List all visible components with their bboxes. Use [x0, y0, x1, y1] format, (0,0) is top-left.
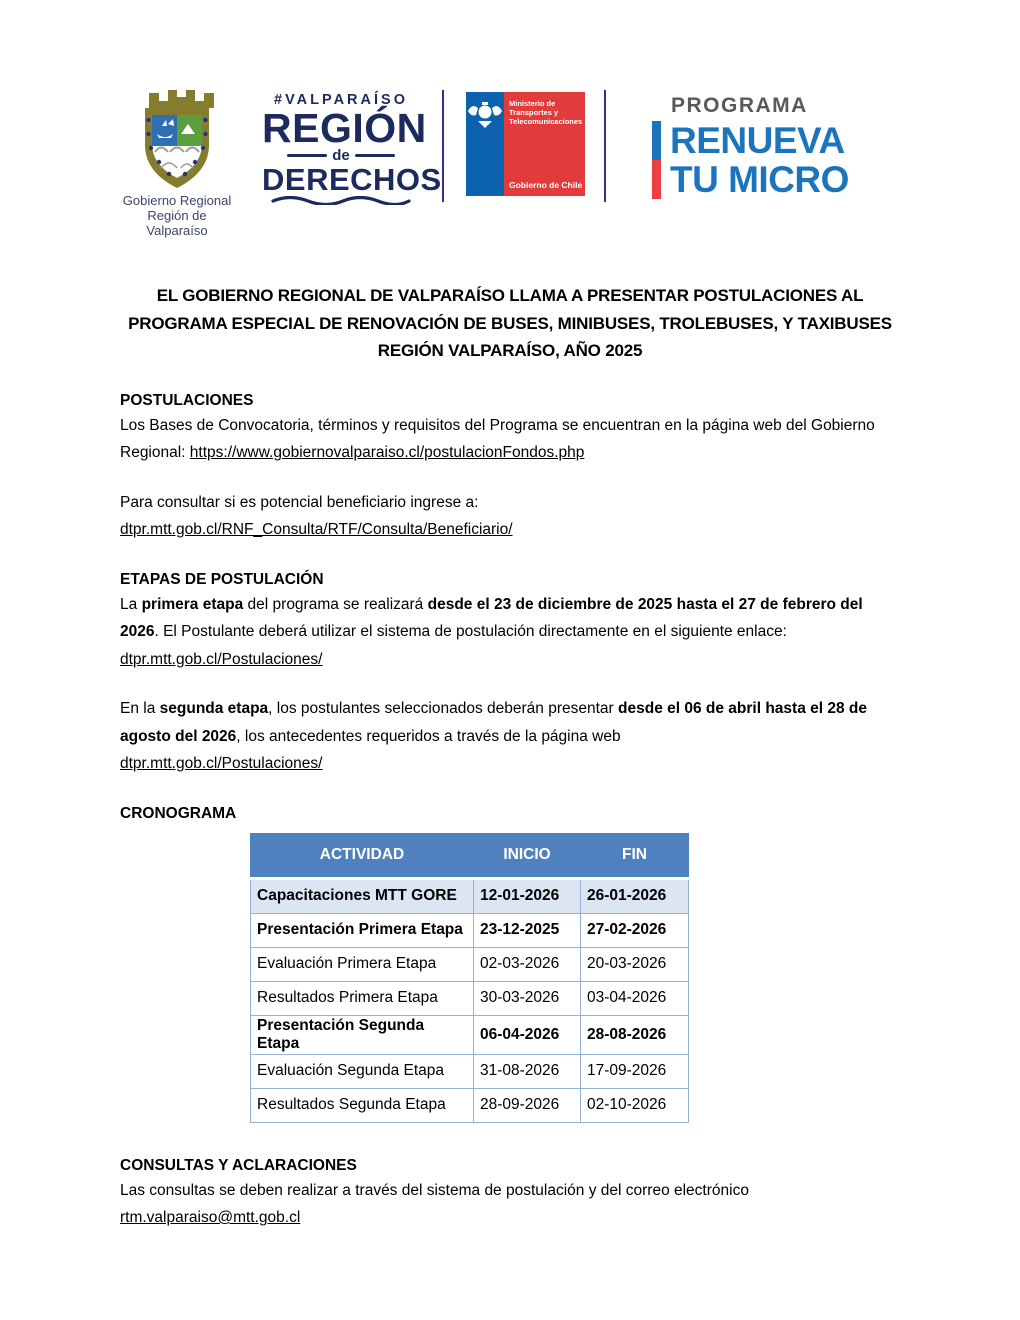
programa-main	[652, 121, 849, 199]
rdd-rule-left	[287, 154, 327, 158]
table-row	[251, 1054, 689, 1088]
cronograma-table	[250, 833, 689, 1123]
postulaciones-paragraph	[120, 412, 900, 467]
table-row	[251, 913, 689, 947]
beneficiario-consulta-link[interactable]: dtpr.mtt.gob.cl/RNF_Consulta/RTF/Consulta/Beneficiario/	[120, 521, 513, 538]
etapa1-bold-2: desde el 23 de diciembre de 2025 hasta el 27 de febrero del 2026	[120, 595, 863, 640]
beneficiario-text: Para consultar si es potencial beneficiario ingrese a:	[120, 493, 479, 511]
cell-inicio: 28-09-2026	[474, 1088, 581, 1122]
table-row	[251, 1015, 689, 1054]
gore-caption-line1: Gobierno Regional	[122, 193, 232, 208]
etapa2-text-2: , los postulantes seleccionados deberán presentar	[268, 700, 619, 717]
column-header-inicio: INICIO	[474, 833, 581, 878]
table-row	[251, 1088, 689, 1122]
chile-emblem-panel	[466, 92, 504, 196]
cell-actividad: Presentación Primera Etapa	[251, 913, 474, 947]
cell-actividad: Evaluación Primera Etapa	[251, 947, 474, 981]
postulaciones-intro-text: Los Bases de Convocatoria, términos y requisitos del Programa se encuentran en la página web del Gobierno Regional:	[120, 416, 875, 461]
programa-renueva-tu-micro-logo	[652, 94, 849, 199]
gobierno-de-chile-text: Gobierno de Chile	[509, 180, 583, 190]
etapa1-text-3: . El Postulante deberá utilizar el sistema de postulación directamente en el siguiente enlace:	[154, 623, 787, 640]
cell-fin: 17-09-2026	[581, 1054, 689, 1088]
cell-inicio: 06-04-2026	[474, 1015, 581, 1054]
cell-fin: 28-08-2026	[581, 1015, 689, 1054]
consultas-email-link[interactable]: rtm.valparaiso@mtt.gob.cl	[120, 1209, 301, 1226]
heading-consultas: CONSULTAS Y ACLARACIONES	[120, 1156, 357, 1174]
table-row	[251, 947, 689, 981]
cell-fin: 03-04-2026	[581, 981, 689, 1015]
title-line1: EL GOBIERNO REGIONAL DE VALPARAÍSO LLAMA A PRESENTAR POSTULACIONES AL	[156, 286, 864, 305]
table-header-row	[251, 833, 689, 878]
cell-inicio: 30-03-2026	[474, 981, 581, 1015]
programa-bar-icon	[652, 121, 661, 199]
consultas-paragraph	[120, 1177, 900, 1232]
cell-inicio: 02-03-2026	[474, 947, 581, 981]
ministerio-transportes-gobierno-chile-logo	[466, 92, 582, 196]
cell-inicio: 12-01-2026	[474, 878, 581, 913]
cell-actividad: Evaluación Segunda Etapa	[251, 1054, 474, 1088]
etapa2-bold-1: segunda etapa	[159, 700, 269, 717]
cell-fin: 26-01-2026	[581, 878, 689, 913]
heading-cronograma: CRONOGRAMA	[120, 804, 237, 822]
gore-caption-line2: Región de Valparaíso	[146, 208, 208, 238]
mtt-ministry-line3: Telecomunicaciones	[509, 117, 583, 126]
mtt-ministry-line1: Ministerio de	[509, 99, 556, 108]
title-line2: PROGRAMA ESPECIAL DE RENOVACIÓN DE BUSES, MINIBUSES, TROLEBUSES, Y TAXIBUSES	[128, 313, 892, 333]
rdd-region-text: REGIÓN	[262, 105, 427, 151]
cell-actividad: Presentación Segunda Etapa	[251, 1015, 474, 1054]
etapa2-postulaciones-link[interactable]: dtpr.mtt.gob.cl/Postulaciones/	[120, 755, 323, 772]
cell-actividad: Resultados Segunda Etapa	[251, 1088, 474, 1122]
etapa2-bold-2: desde el 06 de abril hasta el 28 de agosto del 2026	[120, 700, 867, 745]
document-title	[120, 282, 900, 365]
etapa1-text-2: del programa se realizará	[243, 595, 428, 613]
cell-fin: 27-02-2026	[581, 913, 689, 947]
table-row	[251, 981, 689, 1015]
rdd-de-text: de	[332, 147, 350, 164]
cell-fin: 02-10-2026	[581, 1088, 689, 1122]
column-header-fin: FIN	[581, 833, 689, 878]
etapa2-paragraph	[120, 695, 900, 778]
mtt-ministry-name	[509, 99, 582, 126]
mtt-text-panel	[504, 92, 585, 196]
etapa1-paragraph	[120, 591, 900, 674]
cell-actividad: Capacitaciones MTT GORE	[251, 878, 474, 913]
rdd-hashtag-text: #VALPARAÍSO	[274, 92, 408, 108]
consultas-text: Las consultas se deben realizar a través del sistema de postulación y del correo electrónico	[120, 1181, 749, 1199]
column-header-actividad: ACTIVIDAD	[251, 833, 474, 878]
chile-coat-of-arms-icon	[466, 101, 504, 131]
gobierno-regional-valparaiso-logo	[118, 86, 236, 238]
gore-coat-of-arms-icon	[135, 86, 219, 190]
postulacion-fondos-link[interactable]: https://www.gobiernovalparaiso.cl/postulacionFondos.php	[189, 444, 585, 461]
document-content	[120, 282, 900, 1232]
programa-kicker-text: PROGRAMA	[671, 94, 808, 117]
etapa2-text-1: En la	[120, 700, 160, 717]
rdd-wave-underline-icon	[270, 196, 412, 205]
header-logos	[0, 0, 1020, 238]
rdd-rule-right	[355, 154, 395, 158]
title-line3: REGIÓN VALPARAÍSO, AÑO 2025	[377, 341, 643, 360]
heading-etapas: ETAPAS DE POSTULACIÓN	[120, 570, 324, 588]
cell-fin: 20-03-2026	[581, 947, 689, 981]
mtt-ministry-line2: Transportes y	[509, 108, 559, 117]
beneficiario-paragraph	[120, 489, 900, 544]
etapa1-text-1: La	[120, 595, 142, 613]
programa-bar-red	[652, 160, 661, 199]
programa-bar-blue	[652, 121, 661, 160]
etapa1-postulaciones-link[interactable]: dtpr.mtt.gob.cl/Postulaciones/	[120, 650, 323, 668]
table-row	[251, 878, 689, 913]
programa-line-renueva: RENUEVA	[670, 120, 845, 161]
gore-caption	[118, 193, 236, 238]
cell-inicio: 23-12-2025	[474, 913, 581, 947]
etapa1-bold-1: primera etapa	[141, 595, 244, 613]
valparaiso-region-de-derechos-logo	[262, 92, 442, 205]
cell-actividad: Resultados Primera Etapa	[251, 981, 474, 1015]
cell-inicio: 31-08-2026	[474, 1054, 581, 1088]
programa-wordmark	[670, 121, 849, 199]
header-divider-1	[442, 90, 444, 202]
header-divider-2	[604, 90, 606, 202]
programa-line-tu-micro: TU MICRO	[670, 159, 849, 200]
rdd-derechos-text: DERECHOS	[262, 162, 442, 197]
etapa2-text-3: , los antecedentes requeridos a través de la página web	[236, 727, 621, 745]
heading-postulaciones: POSTULACIONES	[120, 391, 254, 409]
